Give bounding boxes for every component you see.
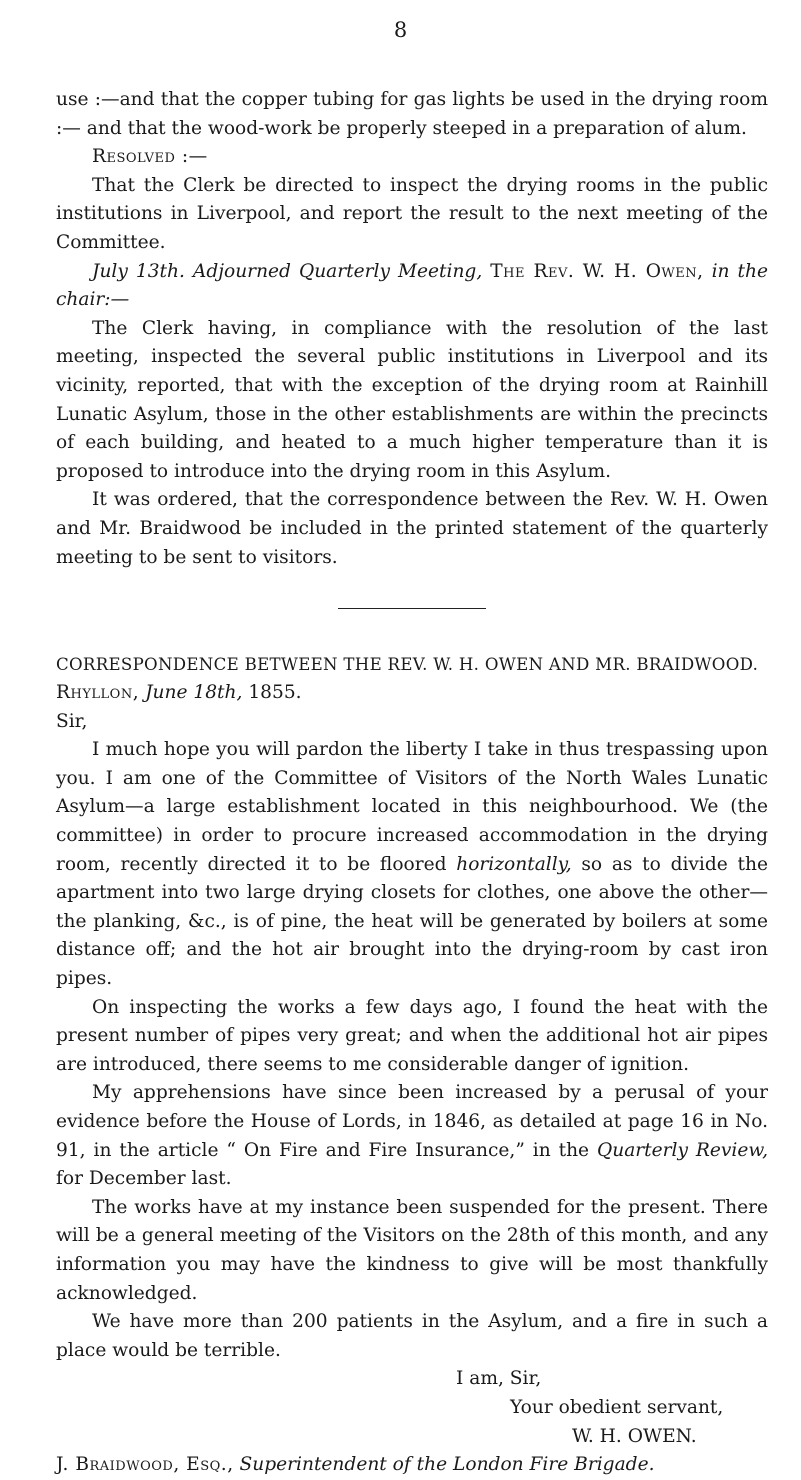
resolved-label	[56, 143, 768, 172]
section-divider	[338, 608, 486, 609]
letter-dateline	[56, 679, 768, 708]
body-text	[56, 86, 768, 1480]
july-meeting-line	[56, 258, 768, 315]
resolved-paragraph: That the Clerk be directed to inspect the drying rooms in the public institutions in Liverpool, and report the result to the next meeting of the Committee.	[56, 174, 768, 253]
correspondence-heading: CORRESPONDENCE BETWEEN THE REV. W. H. OWEN AND MR. BRAIDWOOD.	[56, 655, 759, 675]
letter-place: Rhyllon,	[56, 682, 140, 704]
letter-closing-1: I am, Sir,	[456, 1368, 542, 1390]
letter-paragraph-3	[56, 1079, 768, 1193]
addressee-name: J. Braidwood, Esq.,	[56, 1454, 234, 1476]
letter-paragraph-3-italic: Quarterly Review,	[596, 1139, 768, 1161]
addressee-title: Superintendent of the London Fire Brigade.	[239, 1454, 655, 1476]
july-chair-name: The Rev. W. H. Owen,	[490, 260, 704, 282]
july-date: July 13th.	[92, 260, 185, 282]
letter-salutation: Sir,	[56, 710, 88, 732]
july-meeting-title: Adjourned Quarterly Meeting,	[192, 260, 483, 282]
letter-addressee	[56, 1451, 768, 1480]
minutes-use-paragraph: use :—and that the copper tubing for gas lights be used in the drying room :— and that the wood-work be properly steeped in a preparation of alum.	[56, 89, 768, 139]
clerk-report-paragraph: The Clerk having, in compliance with the resolution of the last meeting, inspected the several public institutions in Liverpool and its vicinity, reported, that with the exception of the drying room at Rainhill Lunatic Asylum, those in the other establishments are within the precincts of each building, and heated to a much higher temperature than it is proposed to introduce into the drying room in this Asylum.	[56, 317, 768, 482]
letter-year: 1855.	[248, 682, 302, 704]
letter-date: June 18th,	[145, 682, 243, 704]
letter-closing-2: Your obedient servant,	[510, 1396, 724, 1418]
letter-paragraph-1-b: so as to divide the apartment into two large drying closets for clothes, one above the other—the planking, &c., is of pine, the heat will be generated by boilers at some distance off; and the hot air brought into the drying-room by cast iron pipes.	[56, 853, 768, 990]
letter-paragraph-3-b: for December last.	[56, 1168, 232, 1190]
letter-paragraph-2: On inspecting the works a few days ago, I found the heat with the present number of pipes very great; and when the additional hot air pipes are introduced, there seems to me considerable danger of ignition.	[56, 996, 768, 1075]
july-chair-role: in the chair:—	[56, 260, 768, 311]
letter-paragraph-5: We have more than 200 patients in the Asylum, and a fire in such a place would be terrible.	[56, 1311, 768, 1361]
letter-signature: W. H. OWEN.	[572, 1425, 697, 1447]
letter-paragraph-1	[56, 736, 768, 993]
letter-paragraph-3-a: My apprehensions have since been increased by a perusal of your evidence before the House of Lords, in 1846, as detailed at page 16 in No. 91, in the article “ On Fire and Fire Insurance,” in the	[56, 1082, 768, 1161]
letter-paragraph-4: The works have at my instance been suspended for the present. There will be a general meeting of the Visitors on the 28th of this month, and any information you may have the kindness to give will be most thankfully acknowledged.	[56, 1196, 768, 1304]
ordered-paragraph: It was ordered, that the correspondence between the Rev. W. H. Owen and Mr. Braidwood be included in the printed statement of the quarterly meeting to be sent to visitors.	[56, 489, 768, 568]
page-number: 8	[393, 18, 408, 42]
resolved-label-text: Resolved :—	[92, 146, 208, 168]
letter-paragraph-1-a: I much hope you will pardon the liberty I take in thus trespassing upon you. I am one of the Committee of Visitors of the North Wales Lunatic Asylum—a large establishment located in this neighbourhood. We (the committee) in order to procure increased accommodation in the drying room, recently directed it to be floored	[56, 739, 768, 875]
letter-paragraph-1-italic: horizontally,	[456, 853, 572, 875]
